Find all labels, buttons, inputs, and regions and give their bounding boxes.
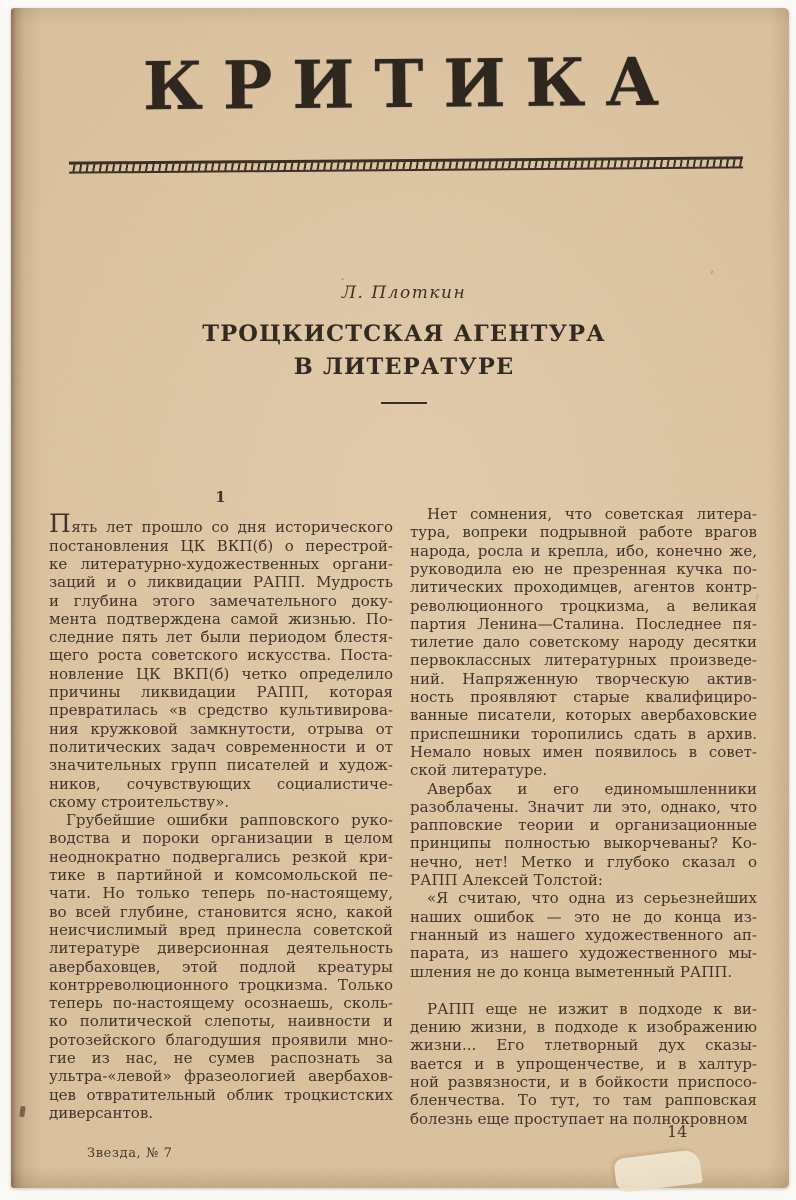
text-line: ность проявляют старые квалифициро- bbox=[410, 688, 757, 707]
article-title-line2: В ЛИТЕРАТУРЕ bbox=[293, 354, 515, 381]
text-line: новление ЦК ВКП(б) четко определило bbox=[49, 664, 393, 683]
text-line: неоднократно подвергались резкой кри- bbox=[49, 847, 393, 866]
text-line: тилетие дало советскому народу десятки bbox=[410, 633, 757, 652]
text-line: партия Ленина—Сталина. Последнее пя- bbox=[410, 614, 757, 633]
text-line: Грубейшие ошибки рапповского руко- bbox=[66, 811, 393, 830]
text-line: щего роста советского искусства. Поста- bbox=[49, 646, 393, 665]
text-line: и глубина этого замечательного доку- bbox=[49, 591, 393, 610]
text-line: ко политической слепоты, наивности и bbox=[49, 1012, 393, 1031]
page-number: 14 bbox=[667, 1122, 688, 1141]
text-line: ний. Напряженную творческую актив- bbox=[410, 669, 757, 688]
paper-speck bbox=[341, 278, 344, 280]
text-line: вается и в упрощенчестве, и в халтур- bbox=[410, 1054, 757, 1073]
title-divider bbox=[381, 402, 427, 404]
text-line: бленчества. То тут, то там рапповская bbox=[410, 1091, 757, 1110]
text-line: Авербах и его единомышленники bbox=[427, 779, 757, 798]
paragraph bbox=[49, 811, 393, 1122]
text-line: контрреволюционного троцкизма. Только bbox=[49, 975, 393, 994]
text-line: чати. Но только теперь по-настоящему, bbox=[49, 884, 393, 903]
text-line: мента подтверждена самой жизнью. По- bbox=[49, 609, 393, 628]
text-line: постановления ЦК ВКП(б) о перестрой- bbox=[49, 536, 393, 555]
section-title: КРИТИКА bbox=[142, 42, 680, 126]
author-byline: Л. Плоткин bbox=[341, 282, 467, 303]
text-line: наших ошибок — это не до конца из- bbox=[410, 907, 757, 926]
text-line: РАПП еще не изжит в подходе к ви- bbox=[427, 999, 757, 1018]
text-line: шления не до конца выметенный РАПП. bbox=[410, 962, 733, 981]
text-line: Немало новых имен появилось в совет- bbox=[410, 742, 757, 761]
drop-cap-initial: П bbox=[49, 509, 72, 539]
text-line: ской литературе. bbox=[410, 761, 548, 780]
text-line: скому строительству». bbox=[49, 792, 230, 811]
article-title bbox=[49, 318, 759, 386]
right-column bbox=[410, 488, 757, 1128]
text-line: литературе диверсионная деятельность bbox=[49, 939, 393, 958]
text-line: ке литературно-художественных органи- bbox=[49, 554, 393, 573]
text-line: ния кружковой замкнутости, отрыва от bbox=[49, 719, 393, 738]
left-column bbox=[49, 488, 393, 1128]
text-line: заций и о ликвидации РАПП. Мудрость bbox=[49, 573, 393, 592]
text-line: диверсантов. bbox=[49, 1103, 154, 1122]
text-line: РАПП Алексей Толстой: bbox=[410, 871, 603, 890]
text-line: руководила ею не презренная кучка по- bbox=[410, 559, 757, 578]
text-line: разоблачены. Значит ли это, однако, что bbox=[410, 797, 757, 816]
text-line: принципы полностью выкорчеваны? Ко- bbox=[410, 834, 757, 853]
text-line: причины ликвидации РАПП, которая bbox=[49, 683, 393, 702]
text-line: значительных групп писателей и худож- bbox=[49, 756, 393, 775]
text-line: первоклассных литературных произведе- bbox=[410, 651, 757, 670]
text-line: авербаховцев, этой подлой креатуры bbox=[49, 957, 393, 976]
text-line: гнанный из нашего художественного ап- bbox=[410, 925, 757, 944]
text-line: политических задач современности и от bbox=[49, 737, 393, 756]
section-number: 1 bbox=[215, 488, 227, 507]
article-columns bbox=[49, 488, 759, 1128]
text-line: водства и пороки организации в целом bbox=[49, 829, 393, 848]
paragraph bbox=[410, 889, 757, 980]
text-line: превратилась «в средство культивирова- bbox=[49, 701, 393, 720]
text-line: народа, росла и крепла, ибо, конечно же, bbox=[410, 541, 757, 560]
article-title-line1: ТРОЦКИСТСКАЯ АГЕНТУРА bbox=[202, 320, 606, 347]
text-line: болезнь еще проступает на полнокровном bbox=[410, 1109, 748, 1128]
paragraph bbox=[410, 1000, 757, 1128]
text-line: ников, сочувствующих социалистиче- bbox=[49, 774, 393, 793]
text-line: нечно, нет! Метко и глубоко сказал о bbox=[410, 852, 757, 871]
left-column-text bbox=[49, 509, 393, 1122]
text-line: ротозейского благодушия проявили мно- bbox=[49, 1030, 393, 1049]
text-line: Пять лет прошло со дня исторического bbox=[49, 509, 393, 539]
text-line: революционного троцкизма, а великая bbox=[410, 596, 757, 615]
text-line: во всей глубине, становится ясно, какой bbox=[49, 902, 393, 921]
text-line: литических проходимцев, агентов контр- bbox=[410, 578, 757, 597]
text-line: гие из нас, не сумев распознать за bbox=[49, 1049, 393, 1067]
rope-divider bbox=[69, 156, 743, 173]
text-line: неисчислимый вред принесла советской bbox=[49, 920, 393, 939]
text-line: приспешники торопились сдать в архив. bbox=[410, 724, 757, 743]
text-line: парата, из нашего художественного мы- bbox=[410, 944, 757, 963]
text-line: теперь по-настоящему осознаешь, сколь- bbox=[49, 994, 393, 1013]
text-line: дению жизни, в подходе к изображению bbox=[410, 1018, 757, 1037]
text-line: ной развязности, и в бойкости приспосо- bbox=[410, 1073, 757, 1091]
text-line: ультра-«левой» фразеологией авербахов- bbox=[49, 1067, 393, 1086]
journal-footer-label: Звезда, № 7 bbox=[87, 1146, 173, 1161]
paragraph bbox=[49, 509, 393, 811]
paragraph bbox=[410, 505, 757, 779]
text-line: «Я считаю, что одна из серьезнейших bbox=[427, 889, 757, 908]
text-line: ванные писатели, которых авербаховские bbox=[410, 706, 757, 725]
text-line: тура, вопреки подрывной работе врагов bbox=[410, 523, 757, 542]
text-line: следние пять лет были периодом блестя- bbox=[49, 628, 393, 647]
text-line: Нет сомнения, что советская литера- bbox=[427, 505, 757, 524]
right-column-text bbox=[410, 505, 757, 1128]
magazine-page bbox=[11, 8, 789, 1188]
paper-speck bbox=[131, 943, 134, 946]
page-content bbox=[11, 8, 789, 1188]
paragraph bbox=[410, 780, 757, 890]
text-line: цев отвратительный облик троцкистских bbox=[49, 1085, 393, 1104]
text-line: жизни... Его тлетворный дух сказы- bbox=[410, 1036, 757, 1055]
text-line: тике в партийной и комсомольской пе- bbox=[49, 866, 393, 885]
text-line: рапповские теории и организационные bbox=[410, 816, 757, 835]
